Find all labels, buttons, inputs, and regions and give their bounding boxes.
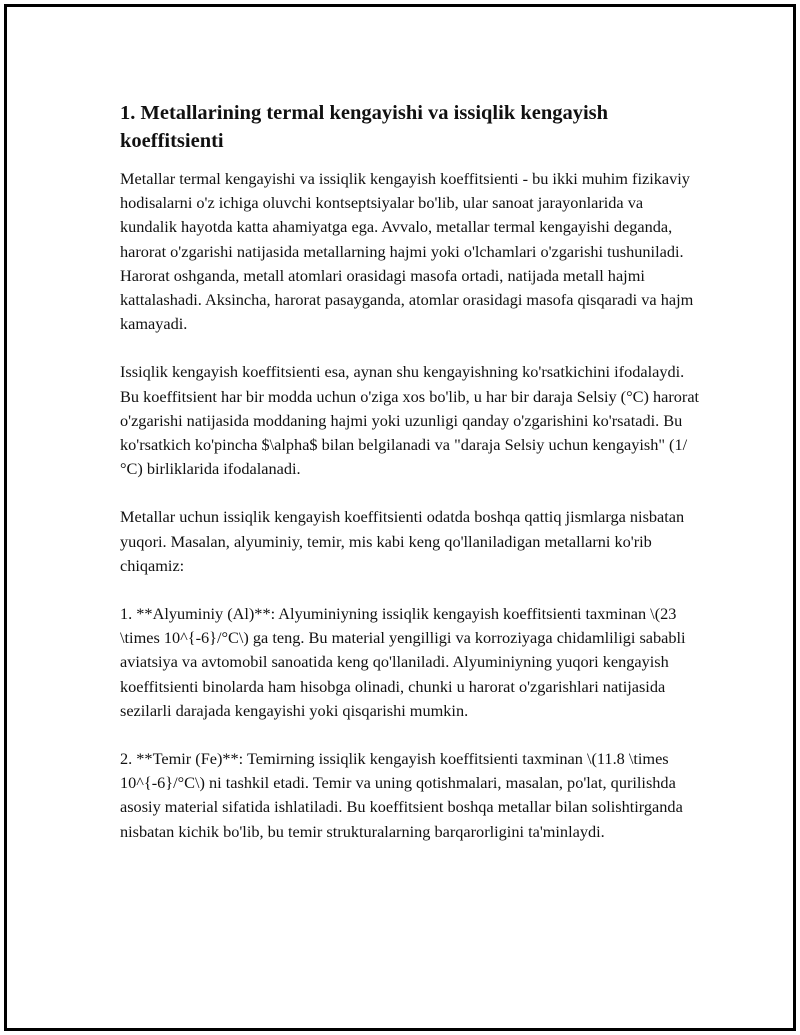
paragraph-metals: Metallar uchun issiqlik kengayish koeffitsienti odatda boshqa qattiq jismlarga nisbatan yuqori. Masalan, alyuminiy, temir, mis kabi keng qo'llaniladigan metallarni ko'rib chiqamiz:	[120, 507, 685, 575]
section-heading: 1. Metallarining termal kengayishi va issiqlik kengayish koeffitsienti	[120, 102, 609, 152]
list-item-iron: 2. **Temir (Fe)**: Temirning issiqlik kengayish koeffitsienti taxminan \(11.8 \times 10^{-6}/°C\) ni tashkil etadi. Temir va uning qotishmalari, masalan, po'lat, qurilishda asosiy material sifatida ishlatiladi. Bu koeffitsient boshqa metallar bilan solishtirganda nisbatan kichik bo'lib, bu temir strukturalarning barqarorligini ta'minlaydi.	[120, 749, 683, 841]
page-frame	[4, 4, 796, 1031]
document-body	[120, 99, 700, 868]
paragraph-coefficient: Issiqlik kengayish koeffitsienti esa, aynan shu kengayishning ko'rsatkichini ifodalaydi. Bu koeffitsient har bir modda uchun o'ziga xos bo'lib, u har bir daraja Selsiy (°C) harorat o'zgarishi natijasida moddaning hajmi yoki uzunligi qanday o'zgarishini ko'rsatadi. Bu ko'rsatkich ko'pincha $\alpha$ bilan belgilanadi va "daraja Selsiy uchun kengayish" (1/°C) birliklarida ifodalanadi.	[120, 362, 700, 479]
list-item-aluminum: 1. **Alyuminiy (Al)**: Alyuminiyning issiqlik kengayish koeffitsienti taxminan \(23 \times 10^{-6}/°C\) ga teng. Bu material yengilligi va korroziyaga chidamliligi sababli aviatsiya va avtomobil sanoatida keng qo'llaniladi. Alyuminiyning yuqori kengayish koeffitsienti binolarda ham hisobga olinadi, chunki u harorat o'zgarishlari natijasida sezilarli darajada kengayishi yoki qisqarishi mumkin.	[120, 604, 686, 720]
paragraph-intro: Metallar termal kengayishi va issiqlik kengayish koeffitsienti - bu ikki muhim fizikaviy hodisalarni o'z ichiga oluvchi kontseptsiyalar bo'lib, ular sanoat jarayonlarida va kundalik hayotda katta ahamiyatga ega. Avvalo, metallar termal kengayishi deganda, harorat o'zgarishi natijasida metallarning hajmi yoki o'lchamlari o'zgarishi tushuniladi. Harorat oshganda, metall atomlari orasidagi masofa ortadi, natijada metall hajmi kattalashadi. Aksincha, harorat pasayganda, atomlar orasidagi masofa qisqaradi va hajm kamayadi.	[120, 169, 694, 334]
